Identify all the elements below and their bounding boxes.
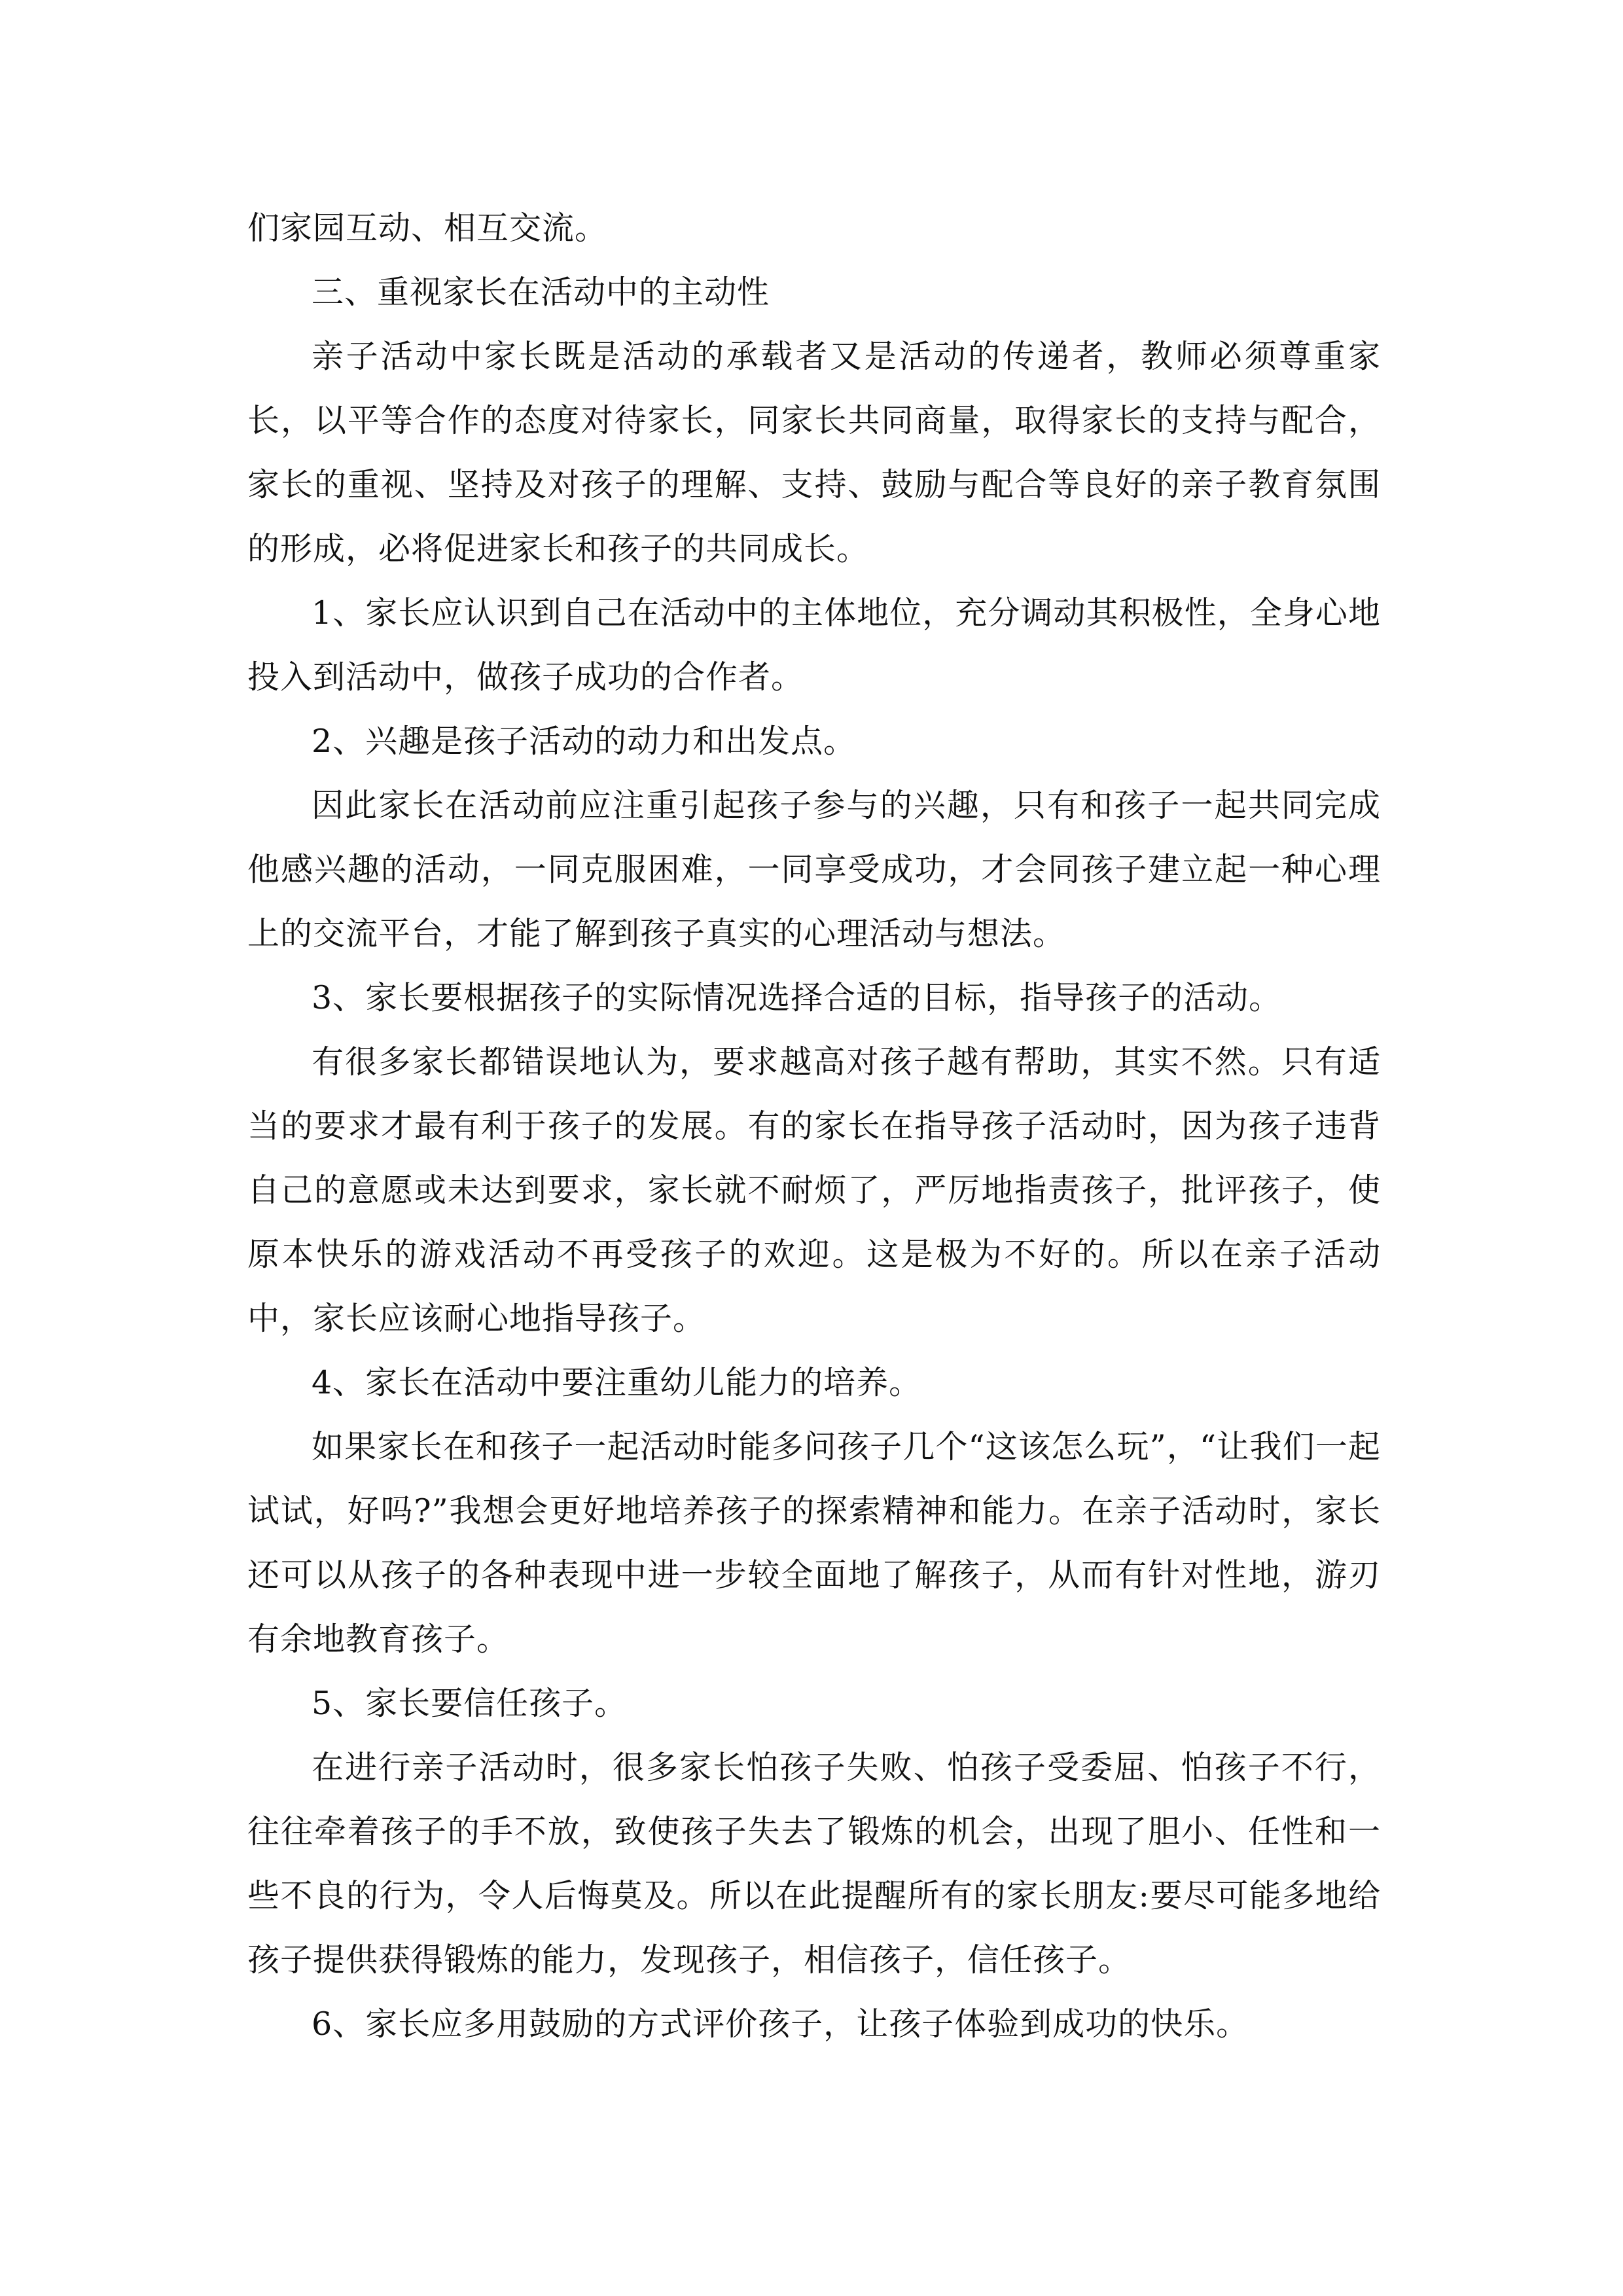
list-item-2: 2、兴趣是孩子活动的动力和出发点。 <box>312 723 857 760</box>
section-heading-3: 三、重视家长在活动中的主动性 <box>312 274 770 311</box>
list-item-1: 1、家长应认识到自己在活动中的主体地位，充分调动其积极性，全身心地投入到活动中，做孩子成功的合作者。 <box>247 594 1381 696</box>
paragraph-trust: 在进行亲子活动时，很多家长怕孩子失败、怕孩子受委屈、怕孩子不行，往往牵着孩子的手不放，致使孩子失去了锻炼的机会，出现了胆小、任性和一些不良的行为，令人后悔莫及。所以在此提醒所有的家长朋友:要尽可能多地给孩子提供获得锻炼的能力，发现孩子，相信孩子，信任孩子。 <box>247 1749 1381 1979</box>
paragraph-goals: 有很多家长都错误地认为，要求越高对孩子越有帮助，其实不然。只有适当的要求才最有利于孩子的发展。有的家长在指导孩子活动时，因为孩子违背自己的意愿或未达到要求，家长就不耐烦了，严厉地指责孩子，批评孩子，使原本快乐的游戏活动不再受孩子的欢迎。这是极为不好的。所以在亲子活动中，家长应该耐心地指导孩子。 <box>247 1043 1381 1337</box>
paragraph-ability: 如果家长在和孩子一起活动时能多问孩子几个“这该怎么玩”，“让我们一起试试，好吗?”我想会更好地培养孩子的探索精神和能力。在亲子活动时，家长还可以从孩子的各种表现中进一步较全面地了解孩子，从而有针对性地，游刃有余地教育孩子。 <box>247 1428 1381 1658</box>
list-item-4: 4、家长在活动中要注重幼儿能力的培养。 <box>312 1364 922 1401</box>
list-item-3: 3、家长要根据孩子的实际情况选择合适的目标，指导孩子的活动。 <box>312 979 1282 1016</box>
document-body <box>247 196 1381 2056</box>
list-item-5: 5、家长要信任孩子。 <box>312 1685 628 1722</box>
paragraph-interest: 因此家长在活动前应注重引起孩子参与的兴趣，只有和孩子一起共同完成他感兴趣的活动，一同克服困难，一同享受成功，才会同孩子建立起一种心理上的交流平台，才能了解到孩子真实的心理活动与想法。 <box>247 787 1381 952</box>
paragraph-continuation: 们家园互动、相互交流。 <box>247 209 608 247</box>
list-item-6: 6、家长应多用鼓励的方式评价孩子，让孩子体验到成功的快乐。 <box>312 2005 1249 2043</box>
paragraph-intro: 亲子活动中家长既是活动的承载者又是活动的传递者，教师必须尊重家长，以平等合作的态度对待家长，同家长共同商量，取得家长的支持与配合，家长的重视、坚持及对孩子的理解、支持、鼓励与配合等良好的亲子教育氛围的形成，必将促进家长和孩子的共同成长。 <box>247 338 1381 567</box>
